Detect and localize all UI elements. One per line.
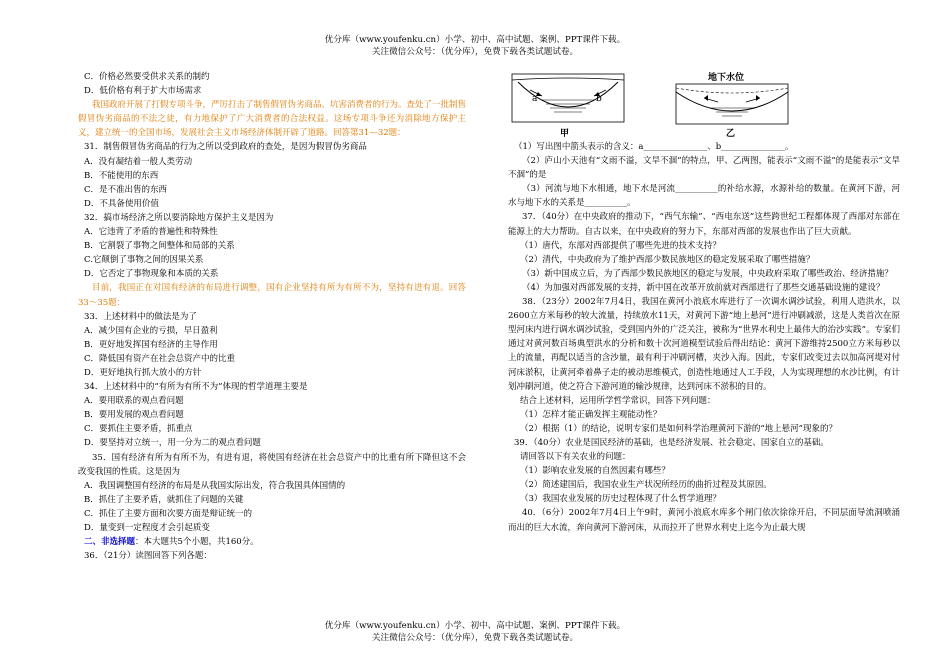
section-2-heading: 二、非选择题：本大题共5个小题，共160分。 <box>84 537 259 548</box>
question-37: 37．（40分）在中央政府的推动下，“西气东输”、“西电东送”这些跨世纪工程都体现了西部对东部在能源上的大力帮助。自古以来，在中央政府的努力下，东部对西部的发展也作出了巨大贡献。 <box>508 212 900 237</box>
q31-option-a: A．没有凝结着一般人类劳动 <box>84 156 193 167</box>
q39-sub-1: （1）影响农业发展的自然因素有哪些？ <box>520 466 670 477</box>
figure-label-jia: 甲 <box>560 129 570 139</box>
q39-sub-2: （2）简述建国后，我国农业生产状况所经历的曲折过程及其原因。 <box>520 480 772 491</box>
q38-intro: 结合上述材料，运用所学哲学常识，回答下列问题： <box>520 395 716 406</box>
groundwater-figure <box>508 70 808 142</box>
groundwater-diagram <box>508 70 808 142</box>
q32-option-c: C.它颠倒了事物之间的因果关系 <box>84 255 204 266</box>
question-38: 38．（23分）2002年7月4日，我国在黄河小浪底水库进行了一次调水调沙试验，利用人造洪水，以2600立方米每秒的较大流量，持续放水11天，对黄河下游“地上悬河”进行冲刷减淤，这是人类首次在原型河床内进行调水调沙试验，受到国内外的广泛关注，被称为“世界水利史上最伟大的治沙实践”。专家们通过对黄河数百场典型洪水的分析和数十次河道模型试验后得出结论：黄河下游维持2500立方米每秒以上的流量，再配以适当的含沙量，最有利于冲刷河槽，夹沙入海。因此，专家们改变过去以加高河堤对付河床淤积，让黄河牵着鼻子走的被动思维模式，创造性地通过人工手段，人为实现理想的水沙比例，有计划冲刷河道，使之符合下游河道的输沙规律，达到河床不淤积的目的。 <box>508 297 900 392</box>
material-2: 目前，我国正在对国有经济的布局进行调整，国有企业坚持有所为有所不为，坚持有进有退。回答33～35题： <box>78 283 466 308</box>
diagram-yi <box>676 84 788 124</box>
q37-sub-3: （3）新中国成立后，为了西部少数民族地区的稳定与发展，中央政府采取了哪些政治、经济措施？ <box>522 268 893 279</box>
question-32: 32．搞市场经济之所以要消除地方保护主义是因为 <box>84 212 274 223</box>
page-footer <box>0 620 950 644</box>
footer-line-2: 关注微信公众号：（优分库），免费下载各类试题试卷。 <box>371 633 579 643</box>
question-35: 35．国有经济有所为有所不为，有进有退，将使国有经济在社会总资产中的比重有所下降但这不会改变我国的性质。这是因为 <box>78 452 466 477</box>
q33-option-a: A．减少国有企业的亏损，早日盈利 <box>84 325 218 336</box>
question-33: 33．上述材料中的做法是为了 <box>84 311 197 322</box>
q34-option-d: D．要坚持对立统一，用一分为二的观点看问题 <box>84 438 261 449</box>
q32-option-d: D．它否定了事物现象和本质的关系 <box>84 269 219 280</box>
footer-line-1: 优分库（www.youfenku.cn）小学、初中、高中试题、案例、PPT课件下载。 <box>324 621 626 631</box>
q35-option-c: C．抓住了主要方面和次要方面是辩证统一的 <box>84 508 253 519</box>
question-39: 39．（40分）农业是国民经济的基础，也是经济发展、社会稳定、国家自立的基础。 <box>514 437 829 448</box>
q37-sub-4: （4）为加强对西部发展的支持，新中国在改革开放前就对西部进行了那些交通基础设施的建设？ <box>522 282 885 293</box>
q32-option-b: B．它割裂了事物之间整体和局部的关系 <box>84 241 235 252</box>
q38-sub-1: （1）怎样才能正确发挥主观能动性？ <box>520 409 662 420</box>
q37-sub-1: （1）唐代，东部对西部提供了哪些先进的技术支持？ <box>520 240 721 251</box>
question-36: 36．（21分）读图回答下列各题： <box>84 551 212 562</box>
q35-option-d: D．量变到一定程度才会引起质变 <box>84 523 210 533</box>
q34-option-b: B．要用发展的观点看问题 <box>84 410 184 421</box>
left-column <box>78 70 466 563</box>
q31-option-b: B．不能使用的东西 <box>84 170 159 181</box>
q35-option-b: B．抓住了主要矛盾，就抓住了问题的关键 <box>84 494 244 505</box>
q33-option-b: B．更好地发挥国有经济的主导作用 <box>84 339 218 350</box>
q35-option-a: A．我国调整国有经济的布局是从我国实际出发，符合我国具体国情的 <box>84 480 346 491</box>
q36-sub-1: （1）写出图中箭头表示的含义：a_______________、b_______________。 <box>514 142 794 152</box>
q37-sub-2: （2）清代，中央政府为了维护西部少数民族地区的稳定发展采取了哪些措施？ <box>520 254 815 265</box>
q39-intro: 请回答以下有关农业的问题： <box>520 452 631 463</box>
q33-option-c: C．降低国有资产在社会总资产中的比重 <box>84 353 236 364</box>
question-40: 40．（6分）2002年7月4日上午9时，黄河小浪底水库多个闸门依次徐徐开启，不同层面导流洞喷涌而出的巨大水流，奔向黄河下游河床，从而拉开了世界水利史上迄今为止最大规 <box>508 508 900 533</box>
q38-sub-2: （2）根据（1）的结论，说明专家们是如何科学治理黄河下游的“地上悬河”现象的？ <box>520 423 838 434</box>
material-1: 我国政府开展了打假专项斗争，严厉打击了制售假冒伪劣商品、坑害消费者的行为。查处了一批制售假冒伪劣商品的不法之徒，有力地保护了广大消费者的合法权益。这场专项斗争还为消除地方保护主义，建立统一的全国市场，发展社会主义市场经济体制开辟了道路。回答第31—32题： <box>78 100 467 139</box>
arrow-label-b: b <box>596 94 602 104</box>
arrow-label-a: a <box>532 94 538 104</box>
section-2-note: 本大题共5个小题，共160分。 <box>143 537 259 548</box>
diagram-jia <box>512 74 624 122</box>
header-line-1: 优分库（www.youfenku.cn）小学、初中、高中试题、案例、PPT课件下载。 <box>324 35 626 45</box>
q30-option-c: C．价格必然要受供求关系的制约 <box>84 72 210 82</box>
q36-sub-3: （3）河流与地下水相通，地下水是河流__________的补给水源，水源补给的数量。在黄河下游，河水与地下水的关系是__________。 <box>508 184 900 209</box>
q31-option-d: D．不具备使用价值 <box>84 198 159 209</box>
q39-sub-3: （3）我国农业发展的历史过程体现了什么哲学道理？ <box>520 494 721 505</box>
q34-option-c: C．要抓住主要矛盾，抓重点 <box>84 424 193 435</box>
groundwater-label: 地下水位 <box>708 73 745 83</box>
page-header <box>0 34 950 58</box>
question-31: 31．制售假冒伪劣商品的行为之所以受到政府的查处，是因为假冒伪劣商品 <box>84 142 367 153</box>
q33-option-d: D．更好地执行抓大放小的方针 <box>84 367 202 378</box>
section-2-title: 二、非选择题 <box>84 537 136 548</box>
q31-option-c: C．是不准出售的东西 <box>84 184 168 195</box>
figure-label-yi: 乙 <box>726 129 736 139</box>
q32-option-a: A．它违背了矛盾的普遍性和特殊性 <box>84 227 218 238</box>
q36-sub-2: （2）庐山小天池有“文雨不溢，文旱不涸”的特点，甲、乙两图，能表示“文雨不溢”的是能表示“文旱不涸”的是 <box>508 156 900 181</box>
right-column <box>508 140 900 535</box>
q30-option-d: D．低价格有利于扩大市场需求 <box>84 86 202 97</box>
question-34: 34．上述材料中的“有所为有所不为”体现的哲学道理主要是 <box>84 382 308 393</box>
header-line-2: 关注微信公众号：（优分库），免费下载各类试题试卷。 <box>371 47 579 57</box>
q34-option-a: A．要用联系的观点看问题 <box>84 396 184 407</box>
